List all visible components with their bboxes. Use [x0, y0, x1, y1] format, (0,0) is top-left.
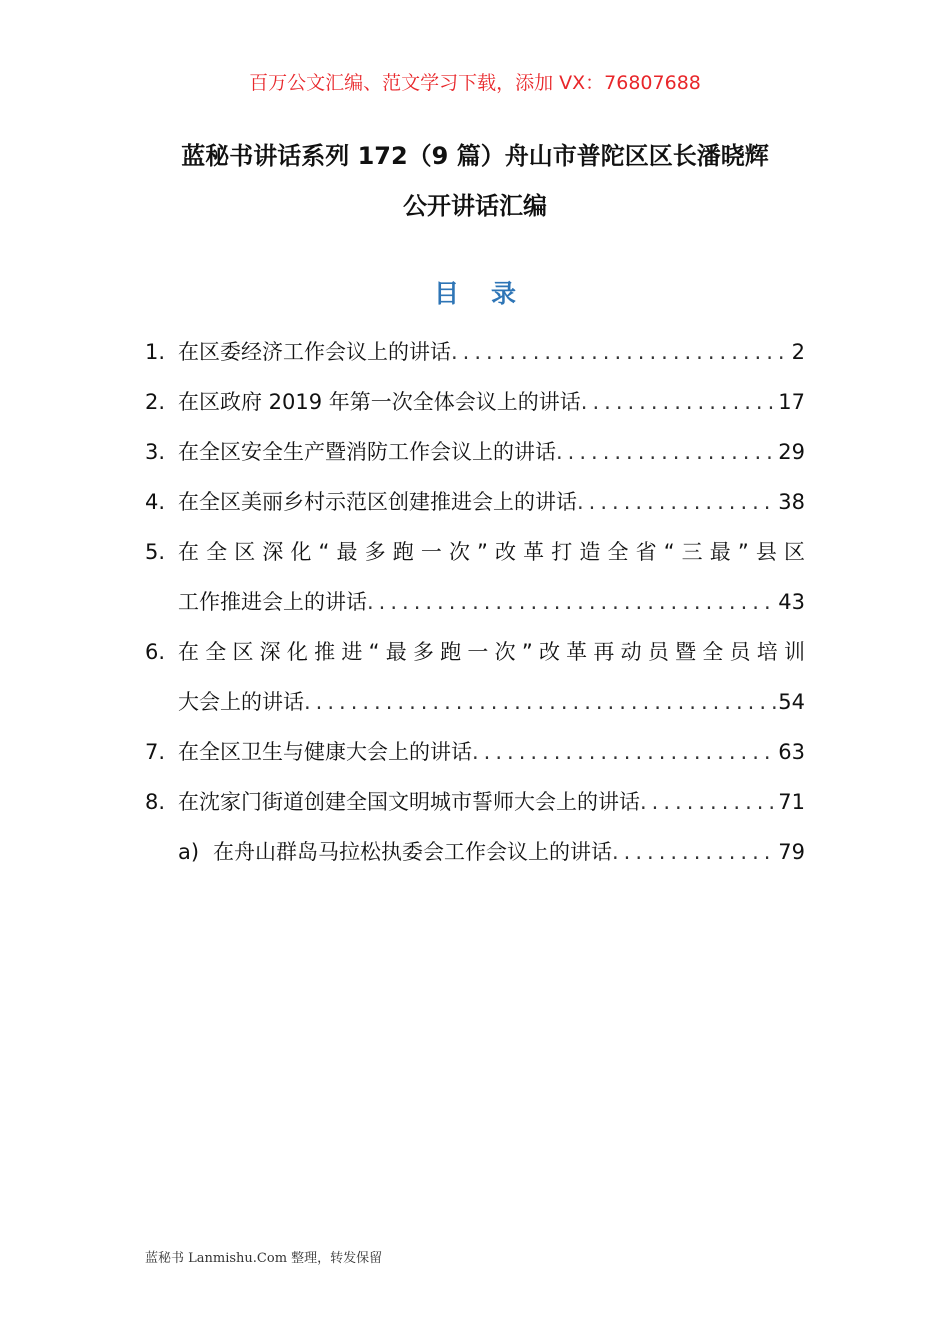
- dot-leader: [612, 827, 776, 877]
- toc-entry[interactable]: [145, 327, 805, 377]
- toc-entry[interactable]: [145, 827, 805, 877]
- dot-leader: [556, 427, 776, 477]
- toc-title: 在全区深化推进“最多跑一次”改革再动员暨全员培训: [178, 640, 805, 664]
- toc-page: 54: [778, 690, 805, 714]
- toc-entry[interactable]: [145, 627, 805, 677]
- toc-title: 在全区卫生与健康大会上的讲话: [178, 740, 472, 764]
- document-title: 蓝秘书讲话系列 172（9 篇）舟山市普陀区区长潘晓辉: [181, 142, 769, 170]
- toc-number: 4.: [145, 490, 166, 514]
- toc-entry[interactable]: [145, 777, 805, 827]
- toc-title: 在全区深化“最多跑一次”改革打造全省“三最”县区: [178, 540, 805, 564]
- document-title-line2: 公开讲话汇编: [403, 192, 547, 220]
- toc-number: 3.: [145, 440, 166, 464]
- dot-leader: [304, 677, 776, 727]
- toc-page: 43: [778, 590, 805, 614]
- toc-page: 2: [791, 340, 805, 364]
- dot-leader: [577, 477, 776, 527]
- toc-title: 在区委经济工作会议上的讲话: [178, 340, 451, 364]
- toc-entry[interactable]: [145, 377, 805, 427]
- toc-number: 7.: [145, 740, 166, 764]
- toc-entry[interactable]: [145, 477, 805, 527]
- toc-title: 在沈家门街道创建全国文明城市誓师大会上的讲话: [178, 790, 640, 814]
- toc-title: 在舟山群岛马拉松执委会工作会议上的讲话: [213, 840, 612, 864]
- toc-title-cont: 大会上的讲话: [178, 690, 304, 714]
- toc-number: 2.: [145, 390, 166, 414]
- toc-page: 29: [778, 440, 805, 464]
- toc-page: 38: [778, 490, 805, 514]
- promo-banner: 百万公文汇编、范文学习下载，添加 VX：76807688: [249, 72, 701, 94]
- toc-entry-continued[interactable]: [145, 577, 805, 627]
- toc-page: 63: [778, 740, 805, 764]
- table-of-contents: [145, 327, 805, 877]
- toc-title-cont: 工作推进会上的讲话: [178, 590, 367, 614]
- dot-leader: [451, 327, 790, 377]
- toc-title: 在全区安全生产暨消防工作会议上的讲话: [178, 440, 556, 464]
- toc-page: 71: [778, 790, 805, 814]
- toc-page: 17: [778, 390, 805, 414]
- toc-entry[interactable]: [145, 727, 805, 777]
- toc-entry[interactable]: [145, 427, 805, 477]
- toc-entry[interactable]: [145, 527, 805, 577]
- toc-number: 8.: [145, 790, 166, 814]
- toc-title: 在全区美丽乡村示范区创建推进会上的讲话: [178, 490, 577, 514]
- dot-leader: [640, 777, 776, 827]
- dot-leader: [581, 377, 776, 427]
- toc-number: 5.: [145, 540, 166, 564]
- toc-number: 1.: [145, 340, 166, 364]
- dot-leader: [367, 577, 776, 627]
- dot-leader: [472, 727, 776, 777]
- toc-heading: 目录: [433, 279, 548, 308]
- toc-number: a): [178, 840, 200, 864]
- toc-number: 6.: [145, 640, 166, 664]
- footer-note: 蓝秘书 Lanmishu.Com 整理，转发保留: [145, 1251, 383, 1266]
- toc-title: 在区政府 2019 年第一次全体会议上的讲话: [178, 390, 581, 414]
- toc-entry-continued[interactable]: [145, 677, 805, 727]
- toc-page: 79: [778, 840, 805, 864]
